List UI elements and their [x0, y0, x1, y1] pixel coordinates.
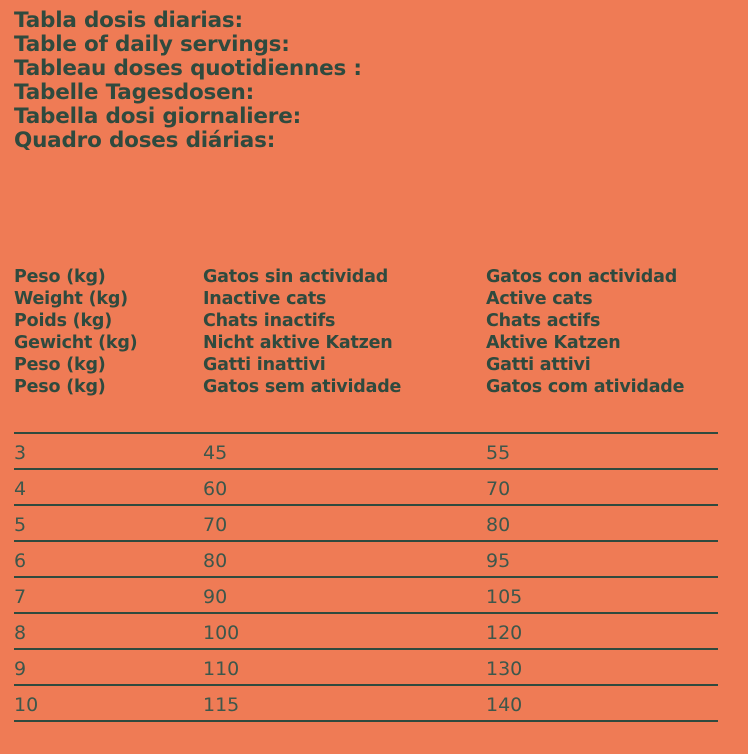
cell-weight: 7 — [14, 586, 27, 608]
cell-inactive: 115 — [203, 694, 240, 716]
header-active-de: Aktive Katzen — [486, 333, 621, 353]
table-row — [14, 650, 718, 686]
cell-active: 105 — [486, 586, 523, 608]
table-row — [14, 614, 718, 650]
cell-weight: 8 — [14, 622, 27, 644]
header-active — [486, 266, 684, 398]
cell-weight: 6 — [14, 550, 27, 572]
table-row — [14, 542, 718, 578]
cell-inactive: 90 — [203, 586, 228, 608]
table-row — [14, 470, 718, 506]
title-de: Tabelle Tagesdosen: — [14, 80, 254, 105]
title-es: Tabla dosis diarias: — [14, 8, 243, 33]
cell-active: 130 — [486, 658, 523, 680]
header-inactive-es: Gatos sin actividad — [203, 267, 389, 287]
header-weight-es: Peso (kg) — [14, 267, 106, 287]
cell-weight: 9 — [14, 658, 27, 680]
cell-inactive: 70 — [203, 514, 228, 536]
header-inactive — [203, 266, 401, 398]
header-inactive-en: Inactive cats — [203, 289, 327, 309]
header-active-it: Gatti attivi — [486, 355, 591, 375]
title-block — [14, 9, 362, 153]
cell-active: 120 — [486, 622, 523, 644]
cell-weight: 3 — [14, 442, 27, 464]
header-inactive-it: Gatti inattivi — [203, 355, 326, 375]
cell-active: 95 — [486, 550, 511, 572]
table-row — [14, 434, 718, 470]
servings-table — [14, 432, 718, 722]
cell-weight: 4 — [14, 478, 27, 500]
cell-active: 70 — [486, 478, 511, 500]
header-active-en: Active cats — [486, 289, 593, 309]
header-inactive-pt: Gatos sem atividade — [203, 377, 402, 397]
title-fr: Tableau doses quotidiennes : — [14, 56, 362, 81]
header-inactive-de: Nicht aktive Katzen — [203, 333, 393, 353]
header-weight-pt: Peso (kg) — [14, 377, 106, 397]
table-row — [14, 578, 718, 614]
header-active-pt: Gatos com atividade — [486, 377, 685, 397]
cell-inactive: 80 — [203, 550, 228, 572]
header-weight — [14, 266, 137, 398]
title-it: Tabella dosi giornaliere: — [14, 104, 301, 129]
cell-weight: 5 — [14, 514, 27, 536]
cell-inactive: 45 — [203, 442, 228, 464]
title-pt: Quadro doses diárias: — [14, 128, 276, 153]
header-active-fr: Chats actifs — [486, 311, 601, 331]
title-en: Table of daily servings: — [14, 32, 290, 57]
cell-inactive: 60 — [203, 478, 228, 500]
cell-active: 55 — [486, 442, 511, 464]
header-weight-en: Weight (kg) — [14, 289, 128, 309]
header-weight-it: Peso (kg) — [14, 355, 106, 375]
cell-inactive: 110 — [203, 658, 240, 680]
header-inactive-fr: Chats inactifs — [203, 311, 336, 331]
header-active-es: Gatos con actividad — [486, 267, 678, 287]
header-weight-de: Gewicht (kg) — [14, 333, 138, 353]
cell-weight: 10 — [14, 694, 39, 716]
table-row — [14, 506, 718, 542]
header-weight-fr: Poids (kg) — [14, 311, 113, 331]
table-row — [14, 686, 718, 722]
cell-active: 140 — [486, 694, 523, 716]
cell-inactive: 100 — [203, 622, 240, 644]
cell-active: 80 — [486, 514, 511, 536]
